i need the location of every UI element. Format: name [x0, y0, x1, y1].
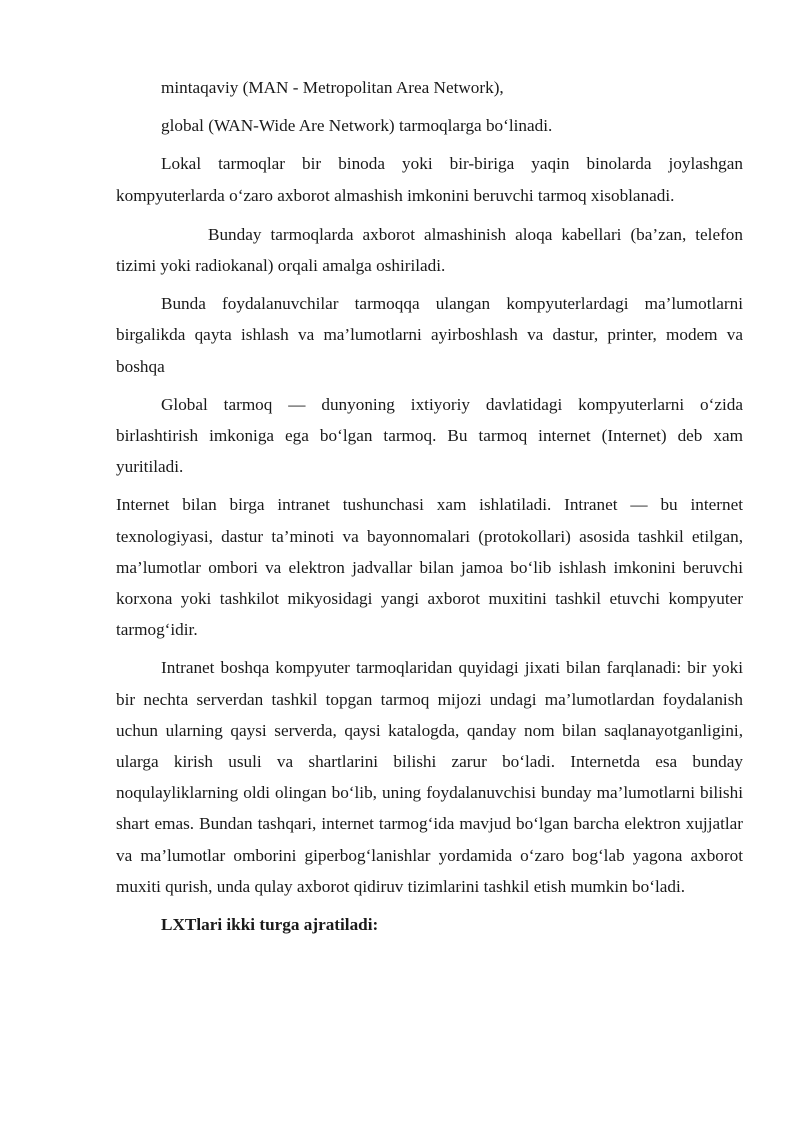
document-page — [116, 72, 743, 940]
paragraph-man: mintaqaviy (MAN - Metropolitan Area Network), — [161, 78, 504, 97]
paragraph-lokal: Lokal tarmoqlar bir binoda yoki bir-biriga yaqin binolarda joylashgan kompyuterlarda o‘zaro axborot almashish imkonini beruvchi tarmoq xisoblanadi. — [116, 154, 743, 205]
paragraph-bunday: Bunday tarmoqlarda axborot almashinish aloqa kabellari (ba’zan, telefon tizimi yoki radiokanal) orqali amalga oshiriladi. — [116, 224, 743, 276]
paragraph-wan: global (WAN-Wide Are Network) tarmoqlarga bo‘linadi. — [161, 116, 553, 136]
paragraph-intranet-diff: Intranet boshqa kompyuter tarmoqlaridan quyidagi jixati bilan farqlanadi: bir yoki bir nechta serverdan tashkil topgan tarmoq mijozi undagi ma’lumotlardan foydalanish uchun ularning qaysi serverda, qaysi katalogda, qanday nom bilan saqlanayotganligini, ularga kirish usuli va shartlarini bilishi zarur bo‘ladi. Internetda esa bunday noqulayliklarning oldi olingan bo‘lib, uning foydalanuvchisi bunday ma’lumotlarni bilishi shart emas. Bundan tashqari, internet tarmog‘ida mavjud bo‘lgan barcha elektron xujjatlar va ma’lumotlar omborini giperbog‘lanishlar yordamida o‘zaro bog‘lab yagona axborot muxiti qurish, unda qulay axborot qidiruv tizimlarini tashkil etish mumkin bo‘ladi. — [116, 658, 743, 896]
paragraph-intranet-def: Internet bilan birga intranet tushunchasi xam ishlatiladi. Intranet — bu internet texnologiyasi, dastur ta’minoti va bayonnomalari (protokollari) asosida tashkil etilgan, ma’lumotlar ombori va elektron jadvallar bilan jamoa bo‘lib ishlash imkonini beruvchi korxona yoki tashkilot mikyosidagi yangi axborot muxitini tashkil etuvchi kompyuter tarmog‘idir. — [116, 495, 743, 640]
paragraph-lxt-heading: LXTlari ikki turga ajratiladi: — [161, 915, 379, 935]
paragraph-global: Global tarmoq — dunyoning ixtiyoriy davlatidagi kompyuterlarni o‘zida birlashtirish imkoniga ega bo‘lgan tarmoq. Bu tarmoq internet (Internet) deb xam yuritiladi. — [116, 394, 743, 477]
paragraph-bunda: Bunda foydalanuvchilar tarmoqqa ulangan kompyuterlardagi ma’lumotlarni birgalikda qayta ishlash va ma’lumotlarni ayirboshlash va dastur, printer, modem va boshqa — [116, 294, 743, 376]
